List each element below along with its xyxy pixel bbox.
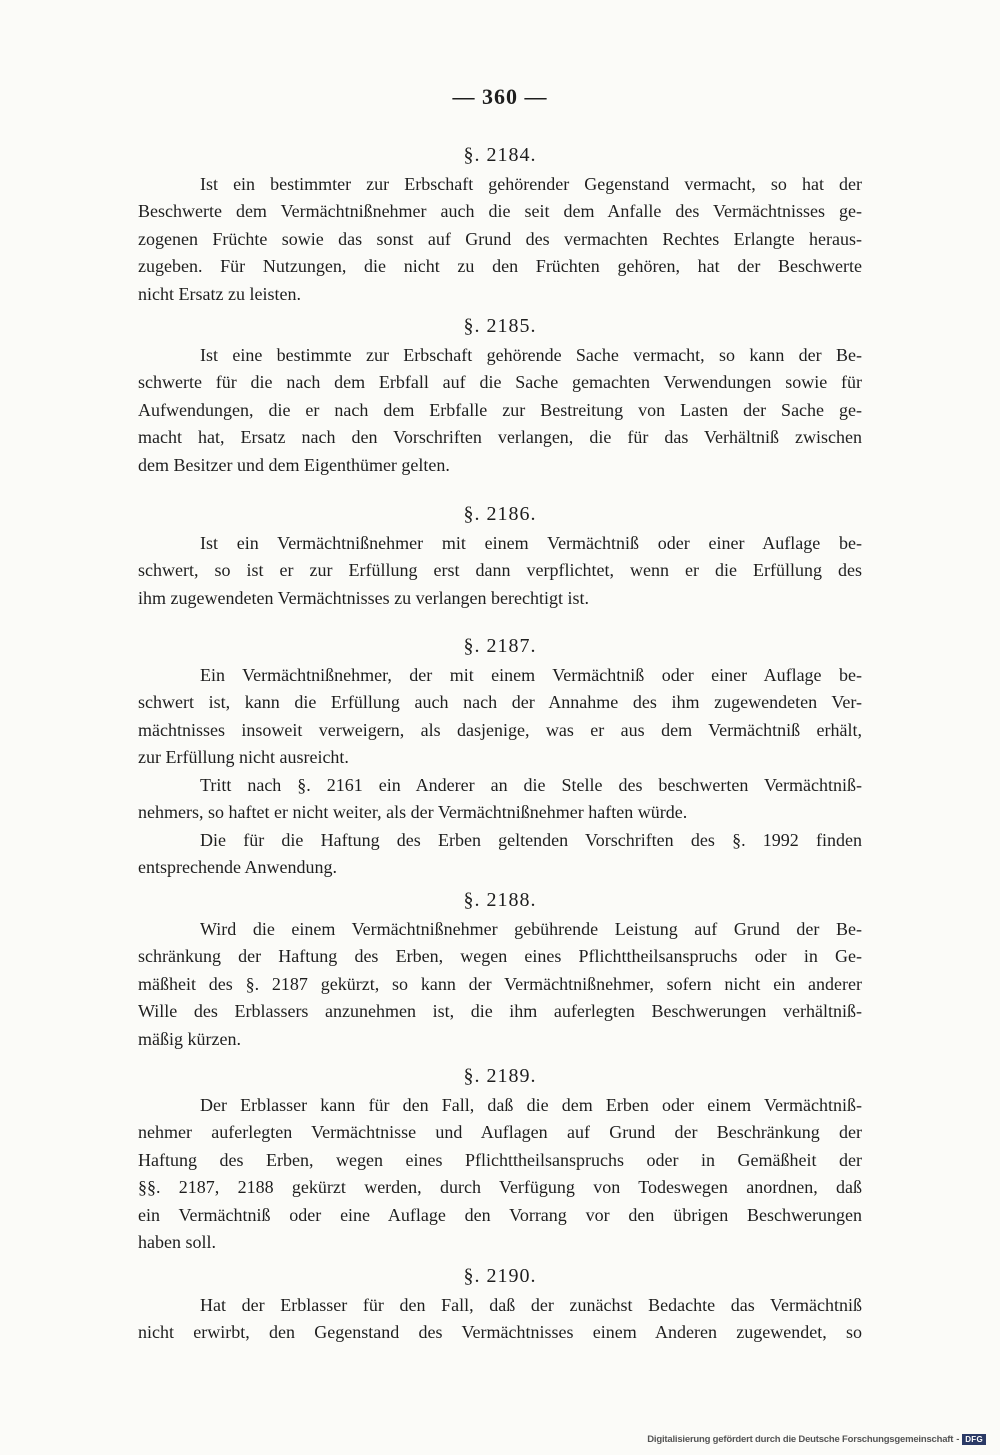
text-line: nehmers, so haftet er nicht weiter, als der Vermächtnißnehmer haften würde.: [138, 802, 688, 822]
text-line: Beschwerte dem Vermächtnißnehmer auch die seit dem Anfalle des Vermächtnisses ge-: [138, 201, 862, 221]
text-line: entsprechende Anwendung.: [138, 857, 337, 877]
section-2187: [138, 631, 862, 882]
section-2186: [138, 499, 862, 613]
text-line: ihm zugewendeten Vermächtnisses zu verlangen berechtigt ist.: [138, 587, 590, 608]
text-line: schwert, so ist er zur Erfüllung erst dann verpflichtet, wenn er die Erfüllung des: [138, 560, 862, 580]
paragraph: [138, 916, 862, 1054]
section-2189: [138, 1061, 862, 1257]
text-line: Wird die einem Vermächtnißnehmer gebührende Leistung auf Grund der Be-: [200, 918, 862, 939]
text-line: schwerte für die nach dem Erbfall auf die Sache gemachten Verwendungen sowie für: [138, 372, 862, 392]
text-line: Ist ein bestimmter zur Erbschaft gehörender Gegenstand vermacht, so hat der: [200, 173, 862, 194]
paragraph: [138, 1292, 862, 1347]
text-line: schränkung der Haftung des Erben, wegen eines Pflichttheilsanspruchs oder in Ge-: [138, 946, 862, 966]
section-2185: [138, 311, 862, 480]
text-line: Hat der Erblasser für den Fall, daß der zunächst Bedachte das Vermächtniß: [200, 1294, 862, 1315]
text-line: macht hat, Ersatz nach den Vorschriften verlangen, die für das Verhältniß zwischen: [138, 427, 862, 447]
text-line: schwert ist, kann die Erfüllung auch nach der Annahme des ihm zugewendeten Ver-: [138, 692, 862, 712]
paragraph: [138, 662, 862, 772]
text-line: ein Vermächtniß oder eine Auflage den Vorrang vor den übrigen Beschwerungen: [138, 1204, 862, 1225]
text-line: zur Erfüllung nicht ausreicht.: [138, 747, 349, 767]
text-line: zugeben. Für Nutzungen, die nicht zu den Früchten gehören, hat der Beschwerte: [138, 256, 862, 276]
section-heading: §. 2190.: [463, 1264, 537, 1287]
text-line: Der Erblasser kann für den Fall, daß die dem Erben oder einem Vermächtniß-: [200, 1094, 862, 1115]
footer-text: Digitalisierung gefördert durch die Deutsche Forschungsgemeinschaft: [647, 1434, 954, 1445]
text-line: Aufwendungen, die er nach dem Erbfalle zur Bestreitung von Lasten der Sache ge-: [138, 399, 862, 420]
section-2184: [138, 140, 862, 309]
paragraph: [138, 530, 862, 613]
text-line: Ein Vermächtnißnehmer, der mit einem Vermächtniß oder einer Auflage be-: [200, 664, 862, 685]
text-line: Haftung des Erben, wegen eines Pflichttheilsanspruchs oder in Gemäßheit der: [138, 1149, 862, 1170]
paragraph: [138, 827, 862, 882]
section-2190: [138, 1261, 862, 1347]
text-line: nicht erwirbt, den Gegenstand des Vermächtnisses einem Anderen zugewendet, so: [138, 1322, 862, 1342]
text-line: nicht Ersatz zu leisten.: [138, 283, 301, 304]
section-heading: §. 2187.: [463, 634, 537, 657]
paragraph: [138, 342, 862, 480]
digitization-footer: [647, 1434, 986, 1445]
text-line: Die für die Haftung des Erben geltenden Vorschriften des §. 1992 finden: [200, 829, 862, 850]
paragraph: [138, 171, 862, 309]
section-heading: §. 2185.: [463, 314, 537, 337]
section-heading: §. 2188.: [463, 888, 537, 911]
text-line: Ist eine bestimmte zur Erbschaft gehörende Sache vermacht, so kann der Be-: [200, 344, 862, 365]
section-2188: [138, 885, 862, 1054]
page-number: — 360 —: [452, 84, 548, 109]
paragraph: [138, 1092, 862, 1257]
text-line: mäßheit des §. 2187 gekürzt, so kann der Vermächtnißnehmer, sofern nicht ein anderer: [138, 973, 862, 994]
section-heading: §. 2184.: [463, 143, 537, 166]
text-line: mächtnisses insoweit verweigern, als dasjenige, was er aus dem Vermächtniß erhält,: [138, 719, 862, 740]
text-line: Wille des Erblassers anzunehmen ist, die ihm auferlegten Beschwerungen verhältniß-: [138, 1001, 862, 1021]
text-line: Ist ein Vermächtnißnehmer mit einem Vermächtniß oder einer Auflage be-: [200, 532, 862, 553]
text-line: haben soll.: [138, 1232, 216, 1252]
text-line: nehmer auferlegten Vermächtnisse und Auflagen auf Grund der Beschränkung der: [138, 1122, 862, 1142]
text-line: mäßig kürzen.: [138, 1028, 241, 1049]
section-heading: §. 2186.: [463, 502, 537, 525]
footer-separator: -: [956, 1434, 960, 1445]
text-line: dem Besitzer und dem Eigenthümer gelten.: [138, 454, 450, 475]
text-line: §§. 2187, 2188 gekürzt werden, durch Verfügung von Todeswegen anordnen, daß: [138, 1177, 862, 1197]
section-heading: §. 2189.: [463, 1064, 537, 1087]
text-line: zogenen Früchte sowie das sonst auf Grund des vermachten Rechtes Erlangte heraus-: [138, 228, 862, 249]
paragraph: [138, 772, 862, 827]
text-line: Tritt nach §. 2161 ein Anderer an die Stelle des beschwerten Vermächtniß-: [200, 774, 862, 795]
dfg-logo: DFG: [962, 1434, 986, 1445]
